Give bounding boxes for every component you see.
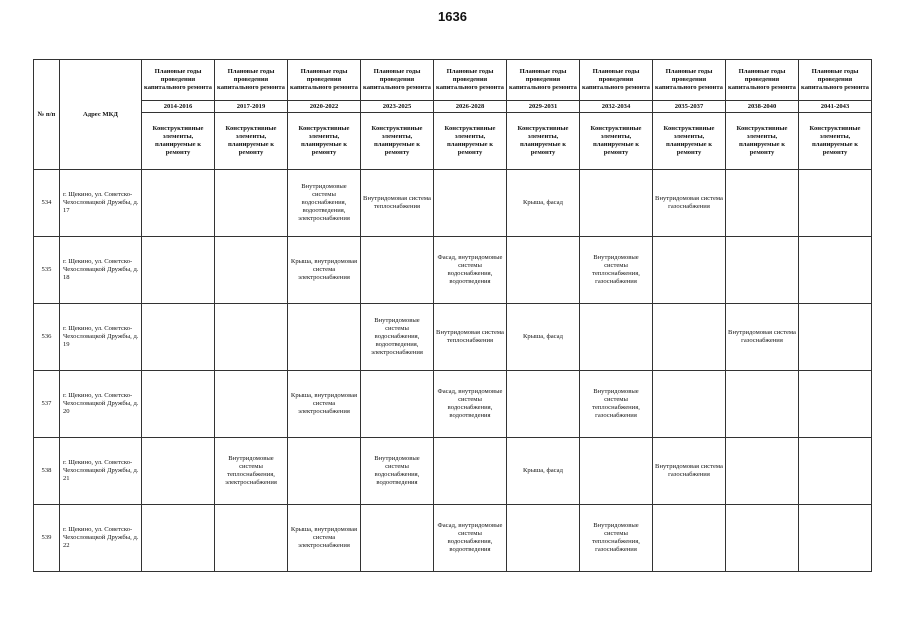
row-cell: [288, 438, 361, 505]
years-header: 2038-2040: [726, 101, 799, 113]
row-cell: [726, 438, 799, 505]
row-cell: Фасад, внутридомовые системы водоснабжения, водоотведения: [434, 237, 507, 304]
page-number: 1636: [438, 9, 467, 24]
row-number: 535: [34, 237, 60, 304]
address-header: Адрес МКД: [60, 60, 142, 170]
years-header: 2029-2031: [507, 101, 580, 113]
capital-repair-schedule-table: [33, 59, 872, 572]
row-cell: [215, 505, 288, 572]
row-cell: [580, 438, 653, 505]
row-cell: Внутридомовая система газоснабжения: [653, 170, 726, 237]
header-row-years: [34, 101, 872, 113]
row-cell: [361, 371, 434, 438]
row-cell: Крыша, внутридомовая система электроснабжения: [288, 371, 361, 438]
row-cell: [799, 438, 872, 505]
row-cell: Внутридомовые системы водоснабжения, водоотведения, электроснабжения: [361, 304, 434, 371]
row-cell: Крыша, фасад: [507, 304, 580, 371]
row-number: 534: [34, 170, 60, 237]
period-header: Плановые годы проведения капитального ремонта: [288, 60, 361, 101]
years-header: 2020-2022: [288, 101, 361, 113]
years-header: 2014-2016: [142, 101, 215, 113]
row-cell: [142, 438, 215, 505]
row-cell: [142, 371, 215, 438]
table-row: [34, 170, 872, 237]
row-cell: Внутридомовая система газоснабжения: [653, 438, 726, 505]
period-header: Плановые годы проведения капитального ремонта: [726, 60, 799, 101]
elements-header: Конструктивные элементы, планируемые к ремонту: [434, 113, 507, 170]
years-header: 2017-2019: [215, 101, 288, 113]
period-header: Плановые годы проведения капитального ремонта: [142, 60, 215, 101]
elements-header: Конструктивные элементы, планируемые к ремонту: [361, 113, 434, 170]
row-address: г. Щекино, ул. Советско-Чехословацкой Дружбы, д. 20: [60, 371, 142, 438]
row-cell: [288, 304, 361, 371]
row-cell: Крыша, внутридомовая система электроснабжения: [288, 505, 361, 572]
row-address: г. Щекино, ул. Советско-Чехословацкой Дружбы, д. 22: [60, 505, 142, 572]
row-cell: [799, 237, 872, 304]
elements-header: Конструктивные элементы, планируемые к ремонту: [142, 113, 215, 170]
row-cell: [653, 304, 726, 371]
table-body: [34, 170, 872, 572]
table-header: [34, 60, 872, 170]
row-address: г. Щекино, ул. Советско-Чехословацкой Дружбы, д. 21: [60, 438, 142, 505]
row-number: 539: [34, 505, 60, 572]
row-cell: [434, 438, 507, 505]
elements-header: Конструктивные элементы, планируемые к ремонту: [726, 113, 799, 170]
row-cell: [142, 237, 215, 304]
row-cell: Крыша, фасад: [507, 438, 580, 505]
row-cell: [361, 237, 434, 304]
row-cell: [580, 170, 653, 237]
table-row: [34, 371, 872, 438]
row-cell: [726, 170, 799, 237]
row-number: 538: [34, 438, 60, 505]
row-cell: [361, 505, 434, 572]
period-header: Плановые годы проведения капитального ремонта: [434, 60, 507, 101]
num-header: № п/п: [34, 60, 60, 170]
row-cell: [142, 505, 215, 572]
row-cell: Внутридомовые системы теплоснабжения, газоснабжения: [580, 237, 653, 304]
row-cell: Фасад, внутридомовые системы водоснабжения, водоотведения: [434, 371, 507, 438]
period-header: Плановые годы проведения капитального ремонта: [361, 60, 434, 101]
row-cell: [215, 237, 288, 304]
row-address: г. Щекино, ул. Советско-Чехословацкой Дружбы, д. 19: [60, 304, 142, 371]
row-cell: [799, 170, 872, 237]
row-cell: [799, 371, 872, 438]
row-cell: [434, 170, 507, 237]
row-cell: Крыша, внутридомовая система электроснабжения: [288, 237, 361, 304]
row-cell: [142, 304, 215, 371]
row-cell: [653, 505, 726, 572]
row-cell: [142, 170, 215, 237]
row-cell: Внутридомовые системы теплоснабжения, электроснабжения: [215, 438, 288, 505]
row-cell: [799, 505, 872, 572]
period-header: Плановые годы проведения капитального ремонта: [799, 60, 872, 101]
years-header: 2026-2028: [434, 101, 507, 113]
row-address: г. Щекино, ул. Советско-Чехословацкой Дружбы, д. 18: [60, 237, 142, 304]
row-cell: [799, 304, 872, 371]
years-header: 2023-2025: [361, 101, 434, 113]
row-cell: Внутридомовые системы водоснабжения, водоотведения, электроснабжения: [288, 170, 361, 237]
row-cell: [215, 371, 288, 438]
period-header: Плановые годы проведения капитального ремонта: [653, 60, 726, 101]
years-header: 2032-2034: [580, 101, 653, 113]
header-row-elements: [34, 113, 872, 170]
row-cell: Внутридомовая система теплоснабжения: [361, 170, 434, 237]
row-cell: [215, 304, 288, 371]
row-cell: [507, 371, 580, 438]
row-cell: Фасад, внутридомовые системы водоснабжения, водоотведения: [434, 505, 507, 572]
row-address: г. Щекино, ул. Советско-Чехословацкой Дружбы, д. 17: [60, 170, 142, 237]
table-row: [34, 438, 872, 505]
table-row: [34, 505, 872, 572]
row-number: 536: [34, 304, 60, 371]
row-cell: [726, 371, 799, 438]
table-row: [34, 237, 872, 304]
row-number: 537: [34, 371, 60, 438]
row-cell: [653, 237, 726, 304]
elements-header: Конструктивные элементы, планируемые к ремонту: [215, 113, 288, 170]
elements-header: Конструктивные элементы, планируемые к ремонту: [653, 113, 726, 170]
row-cell: [580, 304, 653, 371]
row-cell: [507, 237, 580, 304]
years-header: 2041-2043: [799, 101, 872, 113]
row-cell: Внутридомовая система газоснабжения: [726, 304, 799, 371]
years-header: 2035-2037: [653, 101, 726, 113]
row-cell: Внутридомовые системы теплоснабжения, газоснабжения: [580, 371, 653, 438]
elements-header: Конструктивные элементы, планируемые к ремонту: [288, 113, 361, 170]
row-cell: Крыша, фасад: [507, 170, 580, 237]
period-header: Плановые годы проведения капитального ремонта: [215, 60, 288, 101]
header-row-plan: [34, 60, 872, 101]
table-row: [34, 304, 872, 371]
elements-header: Конструктивные элементы, планируемые к ремонту: [799, 113, 872, 170]
row-cell: Внутридомовые системы теплоснабжения, газоснабжения: [580, 505, 653, 572]
period-header: Плановые годы проведения капитального ремонта: [507, 60, 580, 101]
elements-header: Конструктивные элементы, планируемые к ремонту: [507, 113, 580, 170]
row-cell: [507, 505, 580, 572]
row-cell: Внутридомовая система теплоснабжения: [434, 304, 507, 371]
elements-header: Конструктивные элементы, планируемые к ремонту: [580, 113, 653, 170]
row-cell: [653, 371, 726, 438]
row-cell: [726, 505, 799, 572]
row-cell: [215, 170, 288, 237]
period-header: Плановые годы проведения капитального ремонта: [580, 60, 653, 101]
row-cell: Внутридомовые системы водоснабжения, водоотведения: [361, 438, 434, 505]
row-cell: [726, 237, 799, 304]
